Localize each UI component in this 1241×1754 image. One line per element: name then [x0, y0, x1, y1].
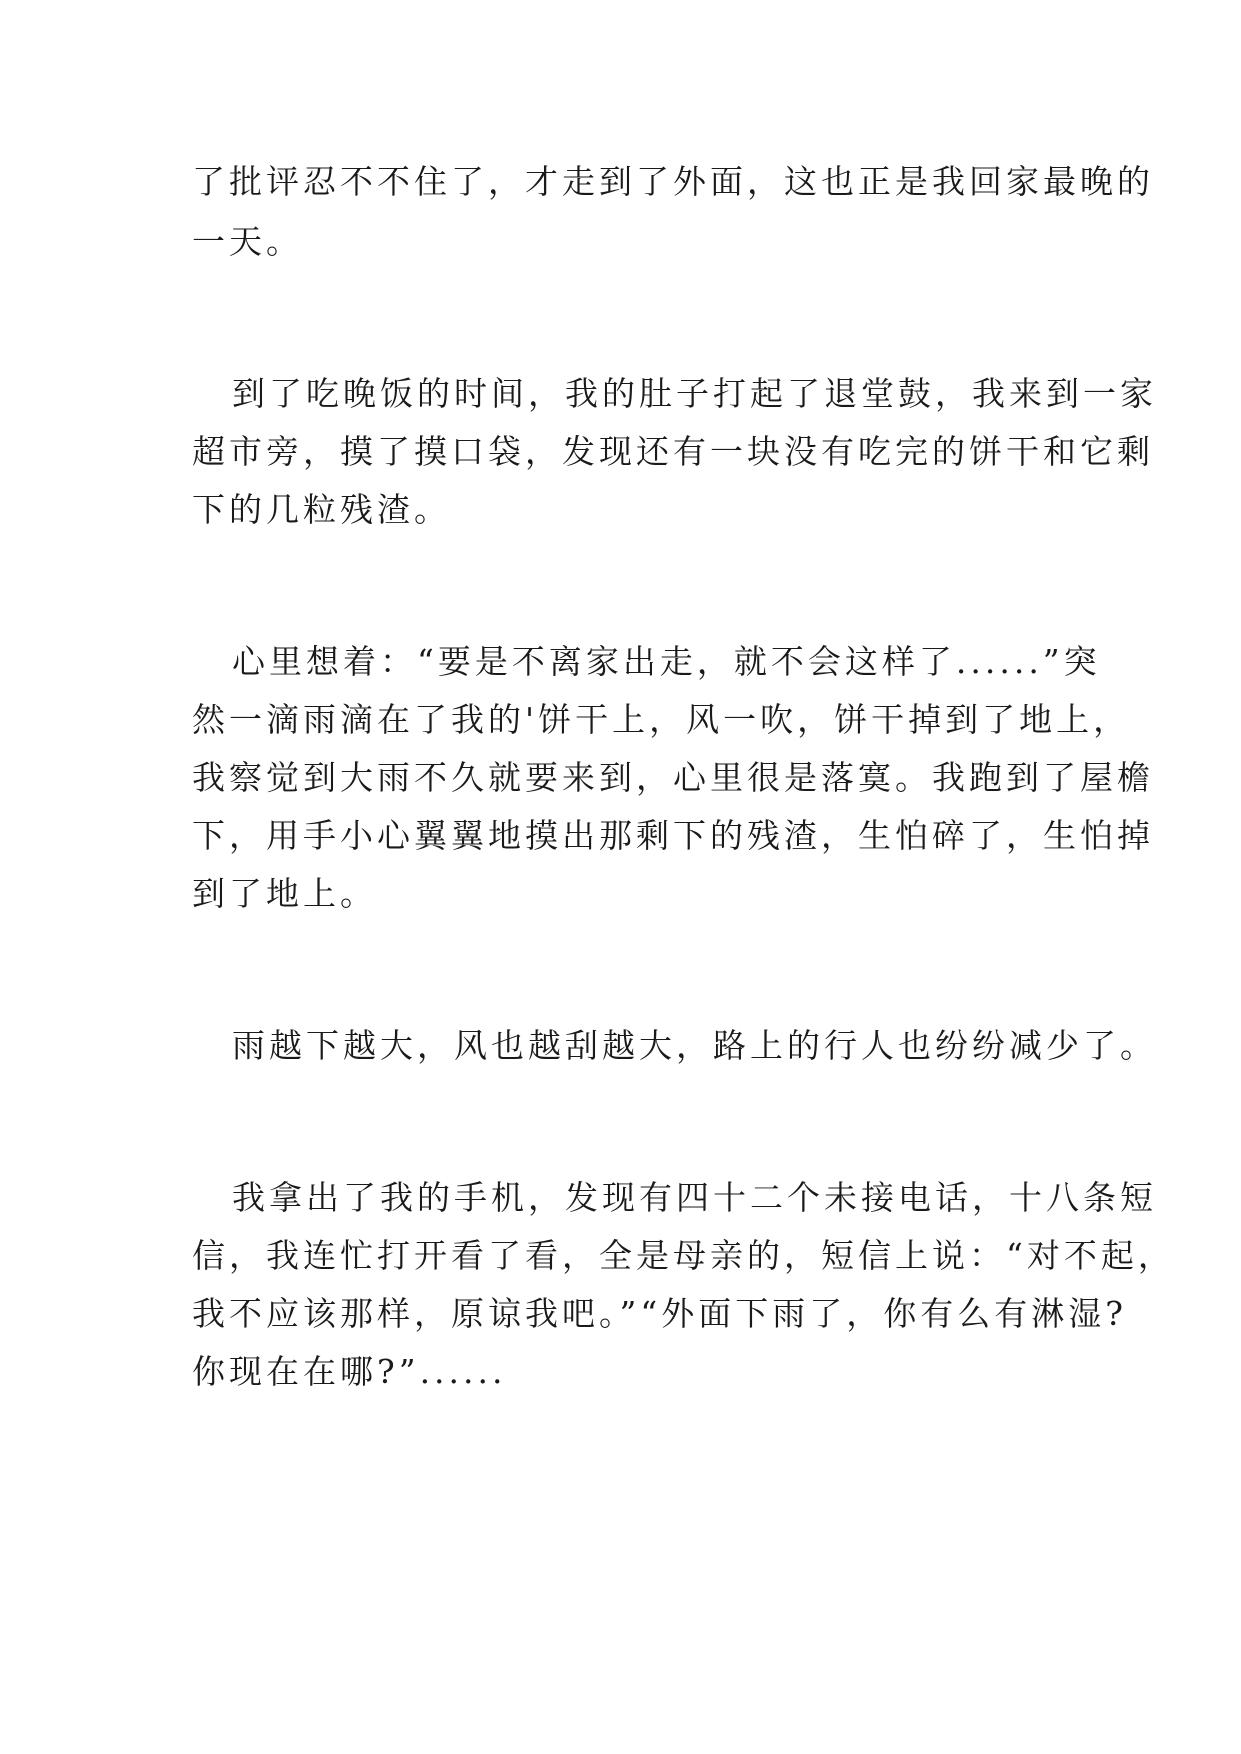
paragraph-3-line-3: 我察觉到大雨不久就要来到，心里很是落寞。我跑到了屋檐	[192, 758, 1154, 797]
paragraph-3-line-1: 心里想着：“要是不离家出走，就不会这样了......”突	[232, 642, 1101, 681]
paragraph-1-line-2: 一天。	[192, 222, 303, 261]
paragraph-4-line-1: 雨越下越大，风也越刮越大，路上的行人也纷纷减少了。	[232, 1026, 1157, 1065]
paragraph-5-line-4: 你现在在哪?”......	[192, 1352, 507, 1391]
paragraph-1-line-1: 了批评忍不不住了，才走到了外面，这也正是我回家最晚的	[192, 162, 1154, 201]
paragraph-2-line-1: 到了吃晚饭的时间，我的肚子打起了退堂鼓，我来到一家	[232, 374, 1157, 413]
paragraph-3-line-5: 到了地上。	[192, 874, 377, 913]
paragraph-2-line-2: 超市旁，摸了摸口袋，发现还有一块没有吃完的饼干和它剩	[192, 432, 1154, 471]
paragraph-3-line-4: 下，用手小心翼翼地摸出那剩下的残渣，生怕碎了，生怕掉	[192, 816, 1154, 855]
paragraph-5-line-3: 我不应该那样，原谅我吧。”“外面下雨了，你有么有淋湿?	[192, 1294, 1127, 1333]
paragraph-3-line-2: 然一滴雨滴在了我的'饼干上，风一吹，饼干掉到了地上，	[192, 700, 1131, 739]
paragraph-5-line-1: 我拿出了我的手机，发现有四十二个未接电话，十八条短	[232, 1178, 1157, 1217]
paragraph-5-line-2: 信，我连忙打开看了看，全是母亲的，短信上说：“对不起，	[192, 1236, 1175, 1275]
paragraph-2-line-3: 下的几粒残渣。	[192, 490, 451, 529]
